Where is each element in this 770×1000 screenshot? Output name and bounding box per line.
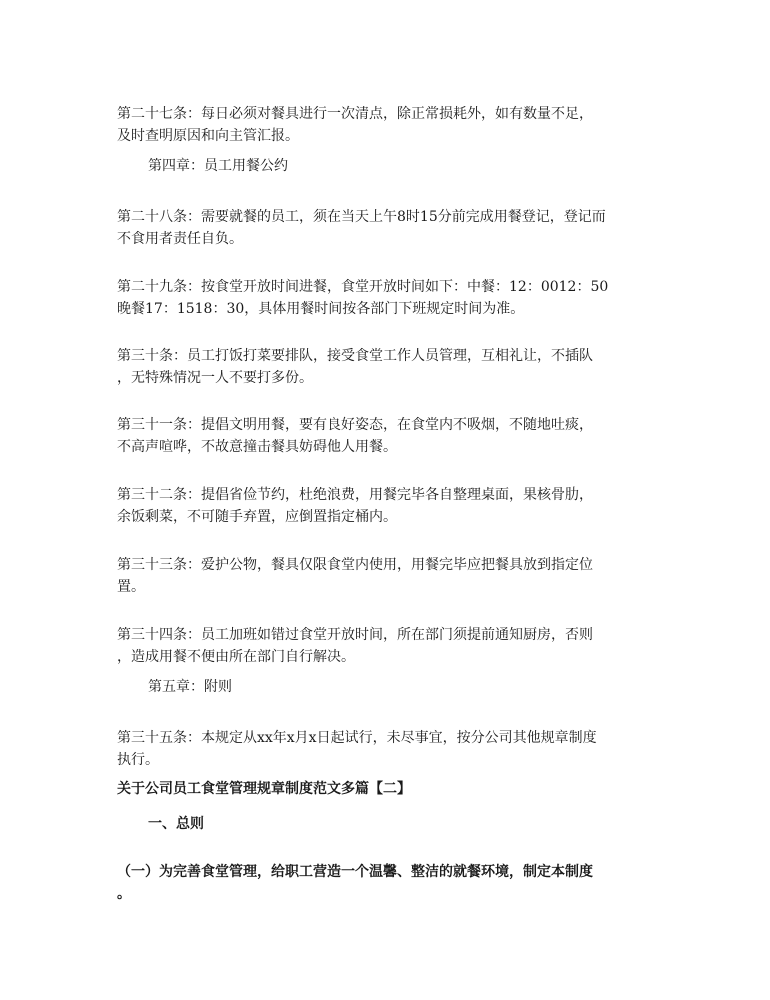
article-33-line-2: 置。 xyxy=(117,579,145,595)
article-32-line-2: 余饭剩菜，不可随手弃置，应倒置指定桶内。 xyxy=(117,509,397,525)
article-27-line-2: 及时查明原因和向主管汇报。 xyxy=(117,128,299,144)
article-32 xyxy=(117,484,657,528)
article-33-line-1: 第三十三条：爱护公物，餐具仅限食堂内使用，用餐完毕应把餐具放到指定位 xyxy=(117,557,593,573)
article-34-line-2: ，造成用餐不便由所在部门自行解决。 xyxy=(117,649,355,665)
article-29-line-2: 晚餐17：1518：30，具体用餐时间按各部门下班规定时间为准。 xyxy=(117,301,525,317)
chapter-4-heading: 第四章：员工用餐公约 xyxy=(148,158,288,174)
article-29 xyxy=(117,276,657,320)
article-35-line-2: 执行。 xyxy=(117,752,159,768)
article-31 xyxy=(117,414,657,458)
article-31-line-1: 第三十一条：提倡文明用餐，要有良好姿态，在食堂内不吸烟，不随地吐痰， xyxy=(117,417,593,433)
article-33 xyxy=(117,554,657,598)
article-32-line-1: 第三十二条：提倡省俭节约，杜绝浪费，用餐完毕各自整理桌面，果核骨肋， xyxy=(117,487,593,503)
article-30 xyxy=(117,345,657,389)
article-29-line-1: 第二十九条：按食堂开放时间进餐，食堂开放时间如下：中餐：12：0012：50 xyxy=(117,279,609,295)
item-1 xyxy=(117,861,657,905)
chapter-5-heading: 第五章：附则 xyxy=(148,679,232,695)
article-27-line-1: 第二十七条：每日必须对餐具进行一次清点，除正常损耗外，如有数量不足， xyxy=(117,106,593,122)
article-35 xyxy=(117,727,657,771)
article-30-line-1: 第三十条：员工打饭打菜要排队，接受食堂工作人员管理，互相礼让，不插队 xyxy=(117,348,593,364)
article-35-line-1: 第三十五条：本规定从xx年x月x日起试行，未尽事宜，按分公司其他规章制度 xyxy=(117,730,597,746)
article-27 xyxy=(117,103,657,147)
item-1-line-1: （一）为完善食堂管理，给职工营造一个温馨、整洁的就餐环境，制定本制度 xyxy=(117,864,593,880)
general-heading: 一、总则 xyxy=(148,816,204,832)
article-34-line-1: 第三十四条：员工加班如错过食堂开放时间，所在部门须提前通知厨房，否则 xyxy=(117,627,593,643)
article-31-line-2: 不高声喧哗，不故意撞击餐具妨碍他人用餐。 xyxy=(117,439,397,455)
article-30-line-2: ，无特殊情况一人不要打多份。 xyxy=(117,370,313,386)
item-1-line-2: 。 xyxy=(117,886,131,902)
article-34 xyxy=(117,624,657,668)
article-28 xyxy=(117,206,657,250)
article-28-line-2: 不食用者责任自负。 xyxy=(117,231,243,247)
section-title: 关于公司员工食堂管理规章制度范文多篇【二】 xyxy=(117,781,411,797)
article-28-line-1: 第二十八条：需要就餐的员工，须在当天上午8时15分前完成用餐登记，登记而 xyxy=(117,209,606,225)
